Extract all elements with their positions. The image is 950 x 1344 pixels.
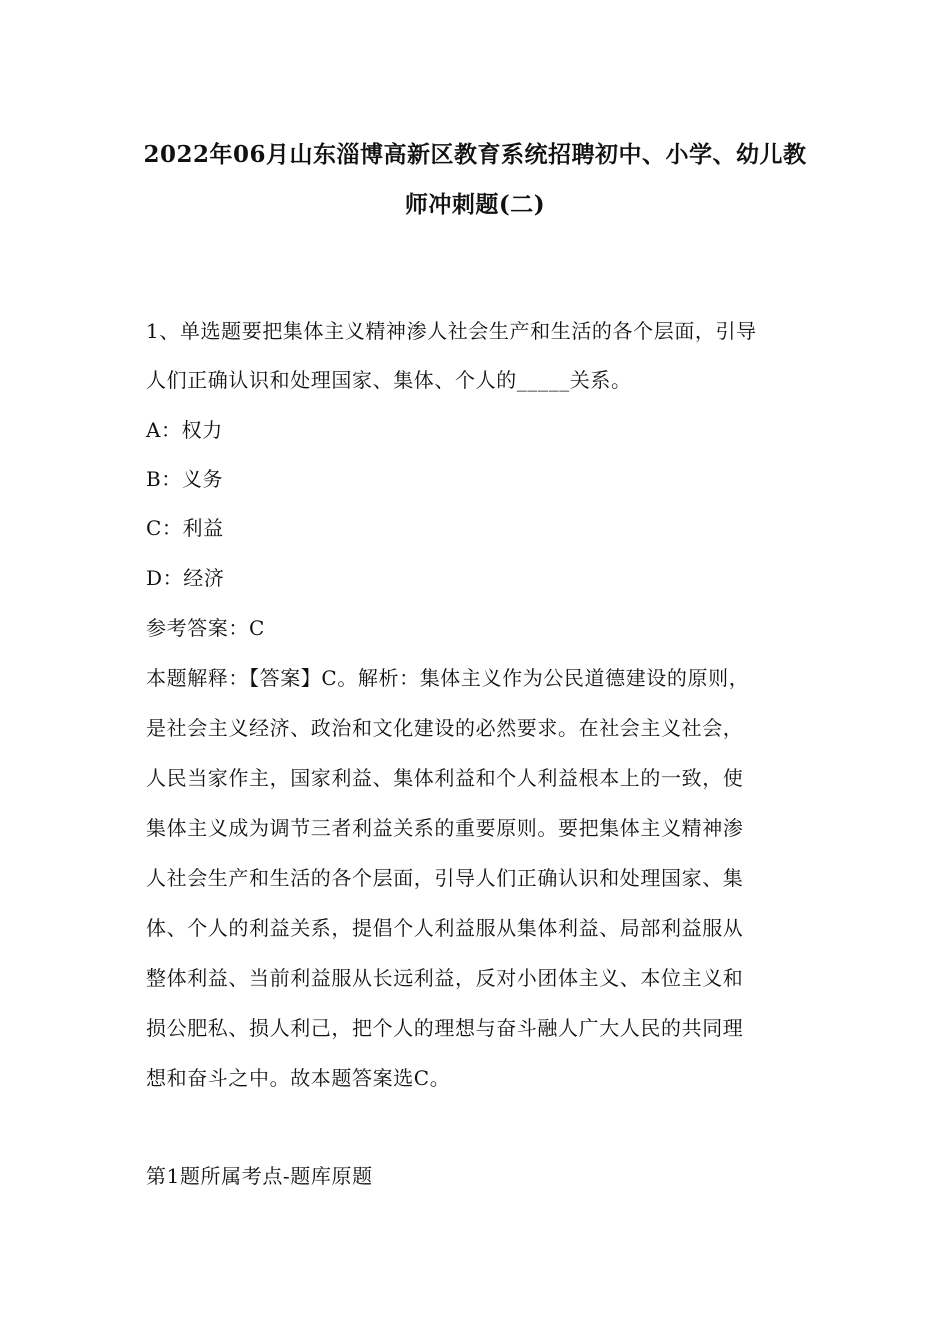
option-c: C：利益	[146, 516, 224, 540]
option-b: B：义务	[146, 467, 224, 491]
question-text-line-2: 人们正确认识和处理国家、集体、个人的_____关系。	[146, 368, 632, 392]
explanation-line: 本题解释：【答案】C。解析：集体主义作为公民道德建设的原则，	[146, 666, 750, 690]
explanation-line: 体、个人的利益关系，提倡个人利益服从集体利益、局部利益服从	[146, 916, 744, 940]
explanation-line: 整体利益、当前利益服从长远利益，反对小团体主义、本位主义和	[146, 966, 744, 990]
knowledge-point: 第1题所属考点-题库原题	[146, 1164, 373, 1188]
option-a: A：权力	[146, 418, 223, 442]
explanation-line: 人社会生产和生活的各个层面，引导人们正确认识和处理国家、集	[146, 866, 744, 890]
question-text-line-1: 1、单选题要把集体主义精神渗人社会生产和生活的各个层面，引导	[146, 319, 757, 343]
explanation-line: 想和奋斗之中。故本题答案选C。	[146, 1066, 451, 1090]
document-title-line-1: 2022年06月山东淄博高新区教育系统招聘初中、小学、幼儿教	[143, 141, 807, 168]
explanation-line: 是社会主义经济、政治和文化建设的必然要求。在社会主义社会，	[146, 716, 744, 740]
document-title-line-2: 师冲刺题(二)	[404, 191, 546, 218]
explanation-line: 集体主义成为调节三者利益关系的重要原则。要把集体主义精神渗	[146, 816, 744, 840]
option-d: D：经济	[146, 566, 225, 590]
explanation-line: 损公肥私、损人利己，把个人的理想与奋斗融人广大人民的共同理	[146, 1016, 744, 1040]
explanation-line: 人民当家作主，国家利益、集体利益和个人利益根本上的一致，使	[146, 766, 744, 790]
reference-answer: 参考答案：C	[146, 616, 265, 640]
